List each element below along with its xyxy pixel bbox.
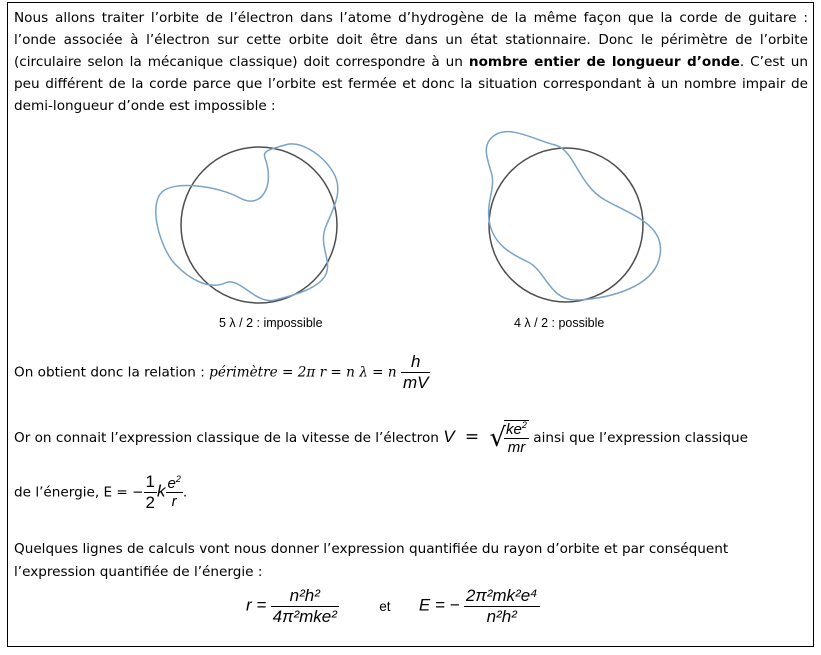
and-word: et: [379, 598, 391, 614]
velocity-text-after: ainsi que l’expression classique: [533, 430, 748, 446]
energy-half-den: 2: [145, 493, 155, 512]
velocity-equals: =: [464, 427, 480, 447]
energy-text: de l’énergie, E = −: [14, 484, 144, 501]
relation-numerator: h: [401, 352, 431, 373]
e-denominator: n²h²: [486, 607, 517, 626]
right-orbit-diagram: [486, 132, 660, 302]
intro-text-1: Nous allons traiter l’orbite de l’électron dans l’atome d’hydrogène de la même façon que la corde de guitare : l’onde associée à l’électron sur cette orbite doit être dans un état stationnaire. Donc le périmètre de l’orbite (circulaire selon la mécanique classique) doit correspondre à un: [14, 10, 808, 70]
left-orbit-circle: [181, 147, 337, 303]
final-formulas: [246, 586, 540, 627]
left-orbit-diagram: [156, 144, 338, 303]
e-numerator: 2π²mk²e⁴: [465, 586, 538, 605]
left-caption: 5 λ / 2 : impossible: [219, 316, 323, 330]
intro-text-2: . C’est un peu différent de la corde parce que l’orbite est fermée et donc la situation correspondant à un nombre impair de demi-longueur d’onde est impossible :: [14, 54, 808, 114]
velocity-line: [14, 420, 748, 456]
energy-line: [14, 472, 187, 513]
velocity-fraction: $\frac{ke^2}{mr}$: [506, 420, 527, 456]
conclusion-line-2: l’expression quantifiée de l’énergie :: [14, 564, 263, 580]
sqrt-sign: √: [489, 423, 507, 453]
energy-r: r: [171, 493, 177, 510]
r-fraction: [271, 586, 339, 627]
energy-fraction-half: [144, 472, 157, 513]
energy-half-num: 1: [145, 472, 155, 491]
energy-k: k: [157, 481, 166, 501]
r-denominator: 4π²mke²: [272, 607, 337, 626]
velocity-denominator: mr: [507, 439, 526, 456]
right-wave-curve: [486, 132, 660, 300]
relation-denominator: mV: [402, 373, 429, 392]
right-orbit-circle: [489, 148, 643, 302]
relation-fraction: [401, 352, 431, 393]
conclusion-line-1: Quelques lignes de calculs vont nous donner l’expression quantifiée du rayon d’orbite et par conséquent: [14, 541, 729, 557]
velocity-numerator: ke: [506, 421, 522, 438]
velocity-symbol: V: [443, 427, 455, 446]
relation-text: On obtient donc la relation :: [14, 364, 210, 381]
intro-bold-phrase: nombre entier de longueur d’onde: [468, 54, 740, 70]
energy-e: e: [167, 475, 176, 492]
relation-formula: périmètre = 2π r = n λ = n: [209, 364, 397, 381]
energy-fraction-er: $\frac{e^2}{r}$: [167, 474, 181, 510]
e-fraction: [464, 586, 540, 627]
r-lhs: r =: [246, 595, 267, 615]
energy-period: .: [182, 484, 188, 501]
right-caption: 4 λ / 2 : possible: [514, 316, 605, 330]
r-numerator: n²h²: [271, 586, 339, 607]
e-lhs: E = −: [418, 595, 460, 615]
velocity-text-before: Or on connait l’expression classique de la vitesse de l’électron: [14, 430, 444, 446]
relation-line: [14, 352, 430, 393]
